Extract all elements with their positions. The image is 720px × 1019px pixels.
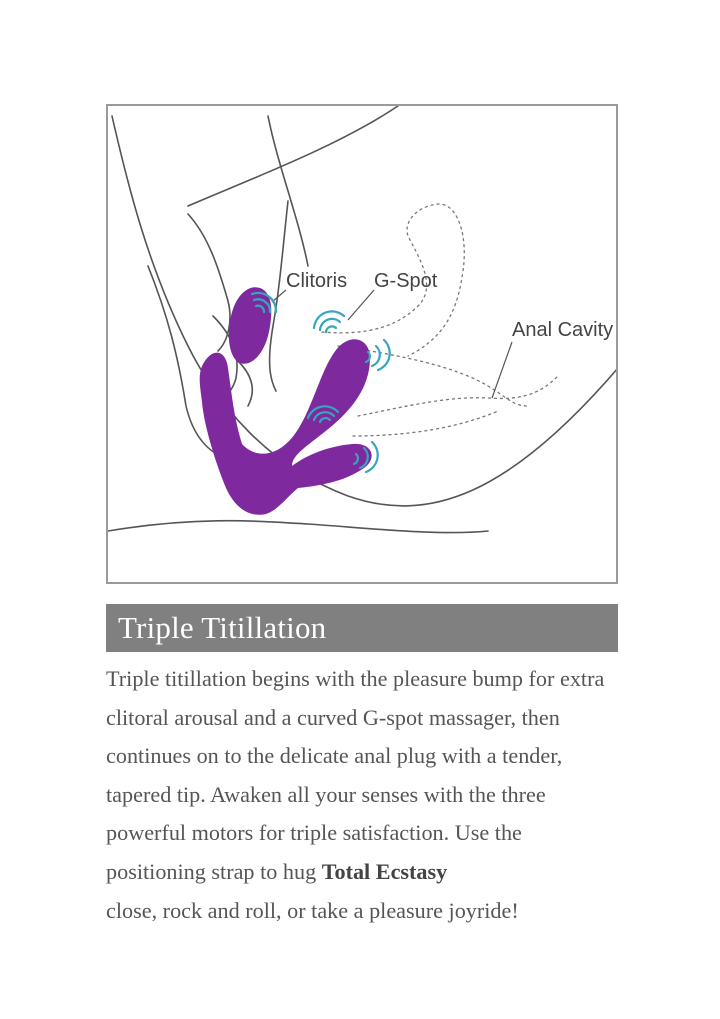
product-shape <box>200 287 372 515</box>
hand-finger-1 <box>188 214 230 351</box>
product-bump <box>229 287 271 363</box>
product-body <box>200 339 372 514</box>
body-paragraph <box>106 660 626 930</box>
body-outline-top <box>188 106 398 206</box>
body-text-part1: Triple titillation begins with the pleasure bump for extra clitoral arousal and a curved G-spot massager, then continues on to the delicate anal plug with a tender, tapered tip. Awaken all your senses with the three powerful motors for triple satisfaction. Use the positioning strap to hug <box>106 666 605 884</box>
section-title-bar <box>106 604 618 652</box>
hand-finger-3 <box>238 361 252 406</box>
label-line-anal <box>492 342 512 398</box>
body-text-part2: close, rock and roll, or take a pleasure joyride! <box>106 897 519 923</box>
dotted-canal-lower <box>358 376 558 416</box>
vibration-icon-gspot <box>314 311 344 332</box>
label-gspot: G-Spot <box>374 270 438 292</box>
body-outline-curve <box>268 116 308 266</box>
brand-name: Total Ecstasy <box>321 858 448 884</box>
label-clitoris: Clitoris <box>286 270 348 292</box>
body-outline-leg <box>108 521 488 533</box>
label-line-gspot <box>348 290 374 320</box>
anatomy-illustration <box>106 104 618 584</box>
label-line-clitoris <box>272 290 286 302</box>
section-body <box>106 660 626 930</box>
label-anal-cavity: Anal Cavity <box>512 319 614 341</box>
anatomy-diagram <box>108 106 618 584</box>
dotted-canal-bottom <box>353 411 498 436</box>
section-title: Triple Titillation <box>118 610 327 645</box>
